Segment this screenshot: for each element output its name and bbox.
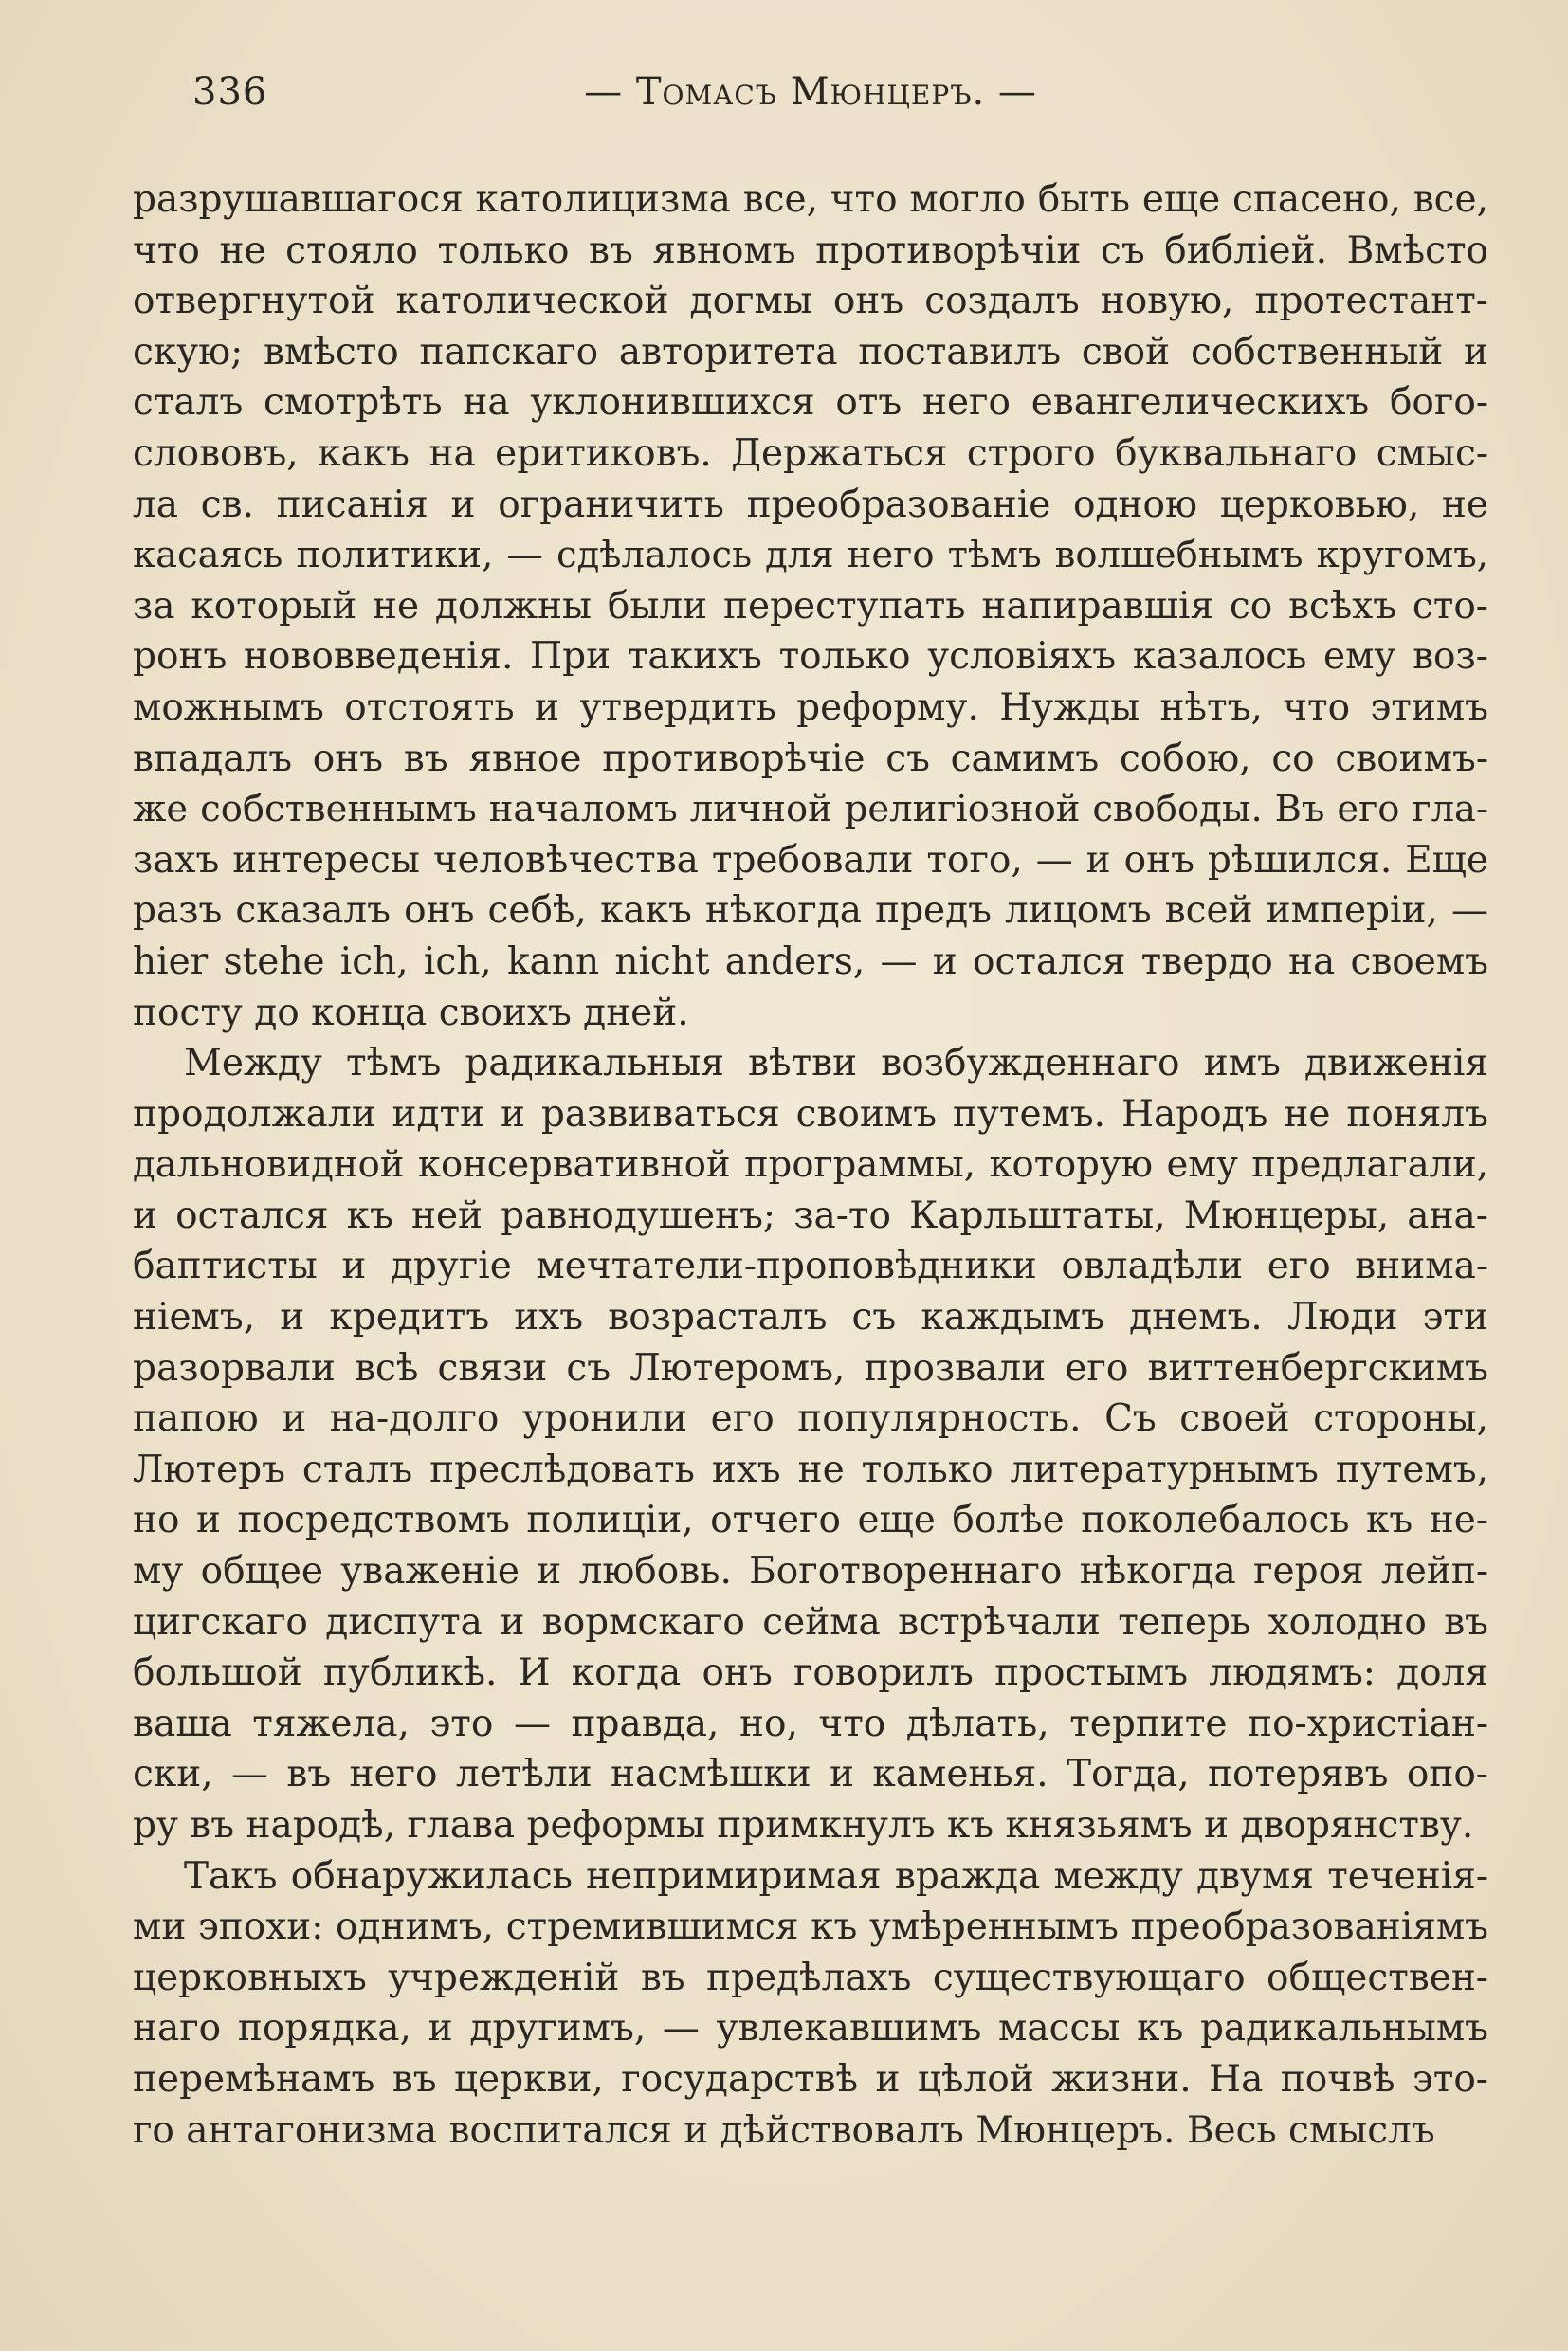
text-line: слововъ, какъ на еритиковъ. Держаться строго буквальнаго смыс- — [133, 431, 1488, 475]
text-line: ніемъ, и кредитъ ихъ возрасталъ съ каждымъ днемъ. Люди эти — [133, 1296, 1488, 1340]
text-line: большой публикѣ. И когда онъ говорилъ простымъ людямъ: доля — [133, 1651, 1488, 1695]
text-line: можнымъ отстоять и утвердить реформу. Нужды нѣтъ, что этимъ — [133, 685, 1488, 729]
text-line: баптисты и другіе мечтатели-проповѣдники овладѣли его внима- — [133, 1245, 1488, 1288]
running-title: — Томасъ Мюнцеръ. — — [584, 70, 1037, 114]
text-line: посту до конца своихъ дней. — [133, 991, 689, 1034]
paragraph — [133, 174, 1488, 1038]
text-line: перемѣнамъ въ церкви, государствѣ и цѣлой жизни. На почвѣ это- — [133, 2057, 1488, 2101]
text-line: ру въ народѣ, глава реформы примкнулъ къ князьямъ и дворянству. — [133, 1804, 1474, 1847]
text-line: го антагонизма воспитался и дѣйствовалъ Мюнцеръ. Весь смыслъ — [133, 2108, 1435, 2152]
text-line: за который не должны были переступать напиравшія со всѣхъ сто- — [133, 584, 1488, 628]
book-page — [133, 66, 1488, 2152]
text-line: Такъ обнаружилась непримиримая вражда между двумя теченія- — [184, 1854, 1488, 1898]
text-line: ронъ нововведенія. При такихъ только условіяхъ казалось ему воз- — [133, 635, 1488, 679]
text-line: папою и на-долго уронили его популярность. Съ своей стороны, — [133, 1397, 1488, 1441]
page-number: 336 — [192, 70, 268, 114]
text-line: ми эпохи: однимъ, стремившимся къ умѣреннымъ преобразованіямъ — [133, 1905, 1488, 1949]
text-line: цигскаго диспута и вормскаго сейма встрѣчали теперь холодно въ — [133, 1600, 1488, 1644]
text-line: продолжали идти и развиваться своимъ путемъ. Народъ не понялъ — [133, 1092, 1488, 1136]
text-line: наго порядка, и другимъ, — увлекавшимъ массы къ радикальнымъ — [133, 2007, 1488, 2050]
body-text — [133, 174, 1488, 2156]
text-line: Между тѣмъ радикальныя вѣтви возбужденнаго имъ движенія — [184, 1042, 1488, 1085]
text-line: ла св. писанія и ограничить преобразованіе одною церковью, не — [133, 483, 1488, 526]
text-line: разрушавшагося католицизма все, что могло быть еще спасено, все, — [133, 178, 1488, 221]
running-head — [133, 66, 1488, 142]
text-line: касаясь политики, — сдѣлалось для него тѣмъ волшебнымъ кругомъ, — [133, 534, 1488, 577]
text-line: впадалъ онъ въ явное противорѣчіе съ самимъ собою, со своимъ- — [133, 737, 1488, 780]
paragraph — [133, 1851, 1488, 2157]
paragraph — [133, 1038, 1488, 1851]
text-line: разорвали всѣ связи съ Лютеромъ, прозвали его виттенбергскимъ — [133, 1346, 1488, 1390]
text-line: но и посредствомъ полиціи, отчего еще болѣе поколебалось къ не- — [133, 1499, 1488, 1542]
text-line: и остался къ ней равнодушенъ; за-то Карльштаты, Мюнцеры, ана- — [133, 1194, 1488, 1237]
text-line: же собственнымъ началомъ личной религіозной свободы. Въ его гла- — [133, 788, 1488, 831]
text-line: hier stehe ich, ich, kann nicht anders, — и остался твердо на своемъ — [133, 939, 1488, 983]
text-line: ваша тяжела, это — правда, но, что дѣлать, терпите по-христіан- — [133, 1702, 1488, 1745]
text-line: ски, — въ него летѣли насмѣшки и каменья. Тогда, потерявъ опо- — [133, 1753, 1488, 1796]
text-line: разъ сказалъ онъ себѣ, какъ нѣкогда предъ лицомъ всей имперіи, — — [133, 889, 1488, 933]
text-line: отвергнутой католической догмы онъ создалъ новую, протестант- — [133, 280, 1488, 323]
text-line: скую; вмѣсто папскаго авторитета поставилъ свой собственный и — [133, 330, 1488, 374]
text-line: му общее уваженіе и любовь. Боготвореннаго нѣкогда героя лейп- — [133, 1550, 1488, 1594]
text-line: сталъ смотрѣть на уклонившихся отъ него евангелическихъ бого- — [133, 381, 1488, 425]
text-line: захъ интересы человѣчества требовали того, — и онъ рѣшился. Еще — [133, 838, 1488, 882]
text-line: что не стояло только въ явномъ противорѣчіи съ библіей. Вмѣсто — [133, 228, 1488, 272]
text-line: Лютеръ сталъ преслѣдовать ихъ не только литературнымъ путемъ, — [133, 1448, 1488, 1491]
text-line: дальновидной консервативной программы, которую ему предлагали, — [133, 1143, 1488, 1187]
text-line: церковныхъ учрежденій въ предѣлахъ существующаго обществен- — [133, 1956, 1488, 1999]
